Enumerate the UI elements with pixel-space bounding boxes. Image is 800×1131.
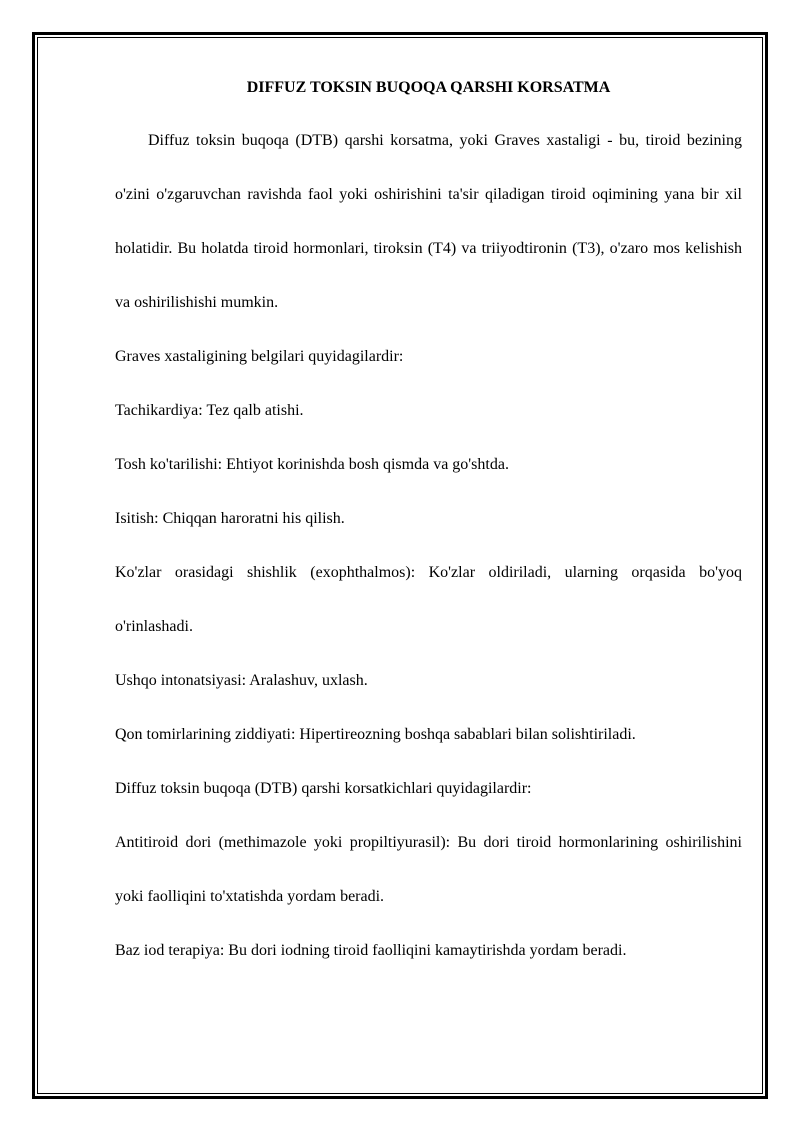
paragraph-tachycardia: Tachikardiya: Tez qalb atishi.	[115, 402, 304, 419]
paragraph-exophthalmos: Ko'zlar orasidagi shishlik (exophthalmos): Ko'zlar oldiriladi, ularning orqasida bo'yoq o'rinlashadi.	[115, 564, 742, 635]
paragraph-skin: Tosh ko'tarilishi: Ehtiyot korinishda bosh qismda va go'shtda.	[115, 456, 509, 473]
document-body	[115, 74, 742, 978]
paragraph-symptoms-heading: Graves xastaligining belgilari quyidagilardir:	[115, 348, 404, 365]
document-title: DIFFUZ TOKSIN BUQOQA QARSHI KORSATMA	[246, 79, 611, 96]
paragraph-iodine: Baz iod terapiya: Bu dori iodning tiroid faolliqini kamaytirishda yordam beradi.	[115, 942, 627, 959]
paragraph-heat: Isitish: Chiqqan haroratni his qilish.	[115, 510, 345, 527]
paragraph-antithyroid: Antitiroid dori (methimazole yoki propiltiyurasil): Bu dori tiroid hormonlarining oshirilishini yoki faolliqini to'xtatishda yordam beradi.	[115, 834, 742, 905]
paragraph-intro: Diffuz toksin buqoqa (DTB) qarshi korsatma, yoki Graves xastaligi - bu, tiroid bezining o'zini o'zgaruvchan ravishda faol yoki oshirishini ta'sir qiladigan tiroid oqimining yana bir xil holatidir. Bu holatda tiroid hormonlari, tiroksin (T4) va triiyodtironin (T3), o'zaro mos kelishish va oshirilishishi mumkin.	[115, 132, 742, 311]
paragraph-vessels: Qon tomirlarining ziddiyati: Hipertireozning boshqa sabablari bilan solishtiriladi.	[115, 726, 636, 743]
paragraph-treatment-heading: Diffuz toksin buqoqa (DTB) qarshi korsatkichlari quyidagilardir:	[115, 780, 532, 797]
paragraph-intonation: Ushqo intonatsiyasi: Aralashuv, uxlash.	[115, 672, 368, 689]
